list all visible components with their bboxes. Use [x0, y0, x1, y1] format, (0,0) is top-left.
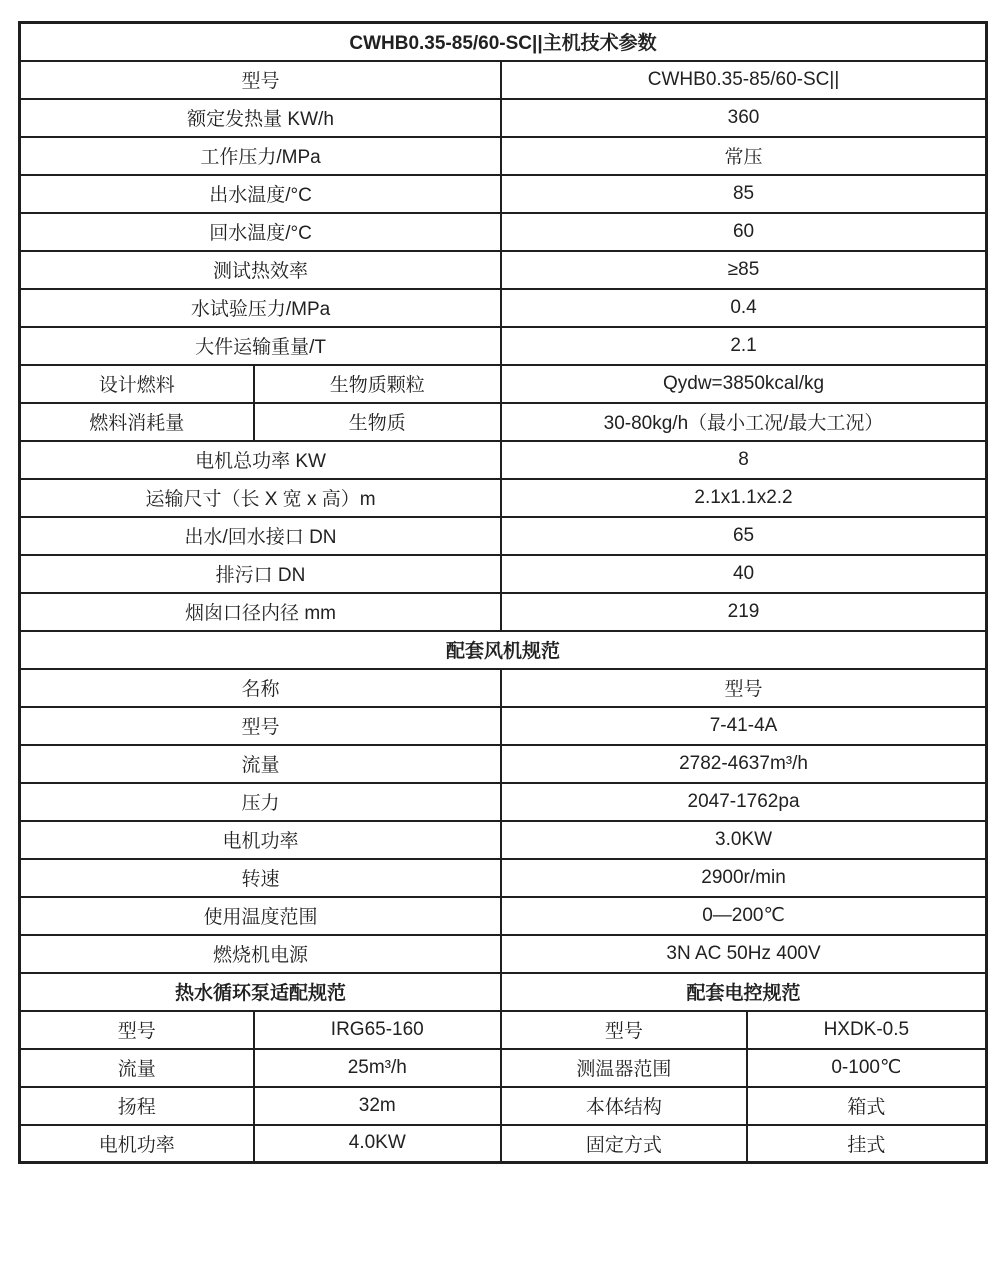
- spec-label: 回水温度/°C: [20, 213, 502, 251]
- table-row: [20, 441, 987, 479]
- spec-value: 0—200℃: [501, 897, 986, 935]
- pump-spec-label: 电机功率: [20, 1125, 254, 1163]
- electric-spec-label: 本体结构: [501, 1087, 747, 1125]
- spec-value: 常压: [501, 137, 986, 175]
- electric-section-header: 配套电控规范: [501, 973, 986, 1011]
- electric-spec-label: 固定方式: [501, 1125, 747, 1163]
- spec-label: 电机总功率 KW: [20, 441, 502, 479]
- spec-value: 2047-1762pa: [501, 783, 986, 821]
- spec-label: 水试验压力/MPa: [20, 289, 502, 327]
- spec-label: 使用温度范围: [20, 897, 502, 935]
- spec-value: 2.1: [501, 327, 986, 365]
- spec-value: 2.1x1.1x2.2: [501, 479, 986, 517]
- spec-value: 3N AC 50Hz 400V: [501, 935, 986, 973]
- table-row: [20, 61, 987, 99]
- table-row: [20, 555, 987, 593]
- table-row: [20, 745, 987, 783]
- spec-value: 型号: [501, 669, 986, 707]
- table-row: [20, 1049, 987, 1087]
- spec-value: 0.4: [501, 289, 986, 327]
- spec-sublabel: 生物质: [254, 403, 502, 441]
- table-row: [20, 897, 987, 935]
- table-row: [20, 251, 987, 289]
- spec-value: 40: [501, 555, 986, 593]
- table-row: [20, 669, 987, 707]
- spec-value: 30-80kg/h（最小工况/最大工况）: [501, 403, 986, 441]
- pump-spec-label: 流量: [20, 1049, 254, 1087]
- table-row: [20, 137, 987, 175]
- spec-label: 流量: [20, 745, 502, 783]
- spec-value: 8: [501, 441, 986, 479]
- title-row: [20, 23, 987, 61]
- spec-value: Qydw=3850kcal/kg: [501, 365, 986, 403]
- spec-label: 额定发热量 KW/h: [20, 99, 502, 137]
- electric-spec-label: 测温器范围: [501, 1049, 747, 1087]
- spec-table: [18, 21, 988, 1164]
- table-row: [20, 99, 987, 137]
- spec-value: 60: [501, 213, 986, 251]
- spec-label: 运输尺寸（长 X 宽 x 高）m: [20, 479, 502, 517]
- pump-section-header: 热水循环泵适配规范: [20, 973, 502, 1011]
- table-row: [20, 517, 987, 555]
- table-row: [20, 365, 987, 403]
- spec-value: 2900r/min: [501, 859, 986, 897]
- table-row: [20, 213, 987, 251]
- table-row: [20, 1087, 987, 1125]
- electric-spec-label: 型号: [501, 1011, 747, 1049]
- spec-value: 219: [501, 593, 986, 631]
- spec-label: 测试热效率: [20, 251, 502, 289]
- spec-label: 型号: [20, 61, 502, 99]
- table-row: [20, 821, 987, 859]
- electric-spec-value: 0-100℃: [747, 1049, 987, 1087]
- spec-value: 85: [501, 175, 986, 213]
- pump-spec-value: 4.0KW: [254, 1125, 502, 1163]
- table-row: [20, 1125, 987, 1163]
- section-header-row: [20, 631, 987, 669]
- spec-label: 名称: [20, 669, 502, 707]
- spec-value: 360: [501, 99, 986, 137]
- spec-label: 出水/回水接口 DN: [20, 517, 502, 555]
- table-row: [20, 403, 987, 441]
- spec-label: 烟囱口径内径 mm: [20, 593, 502, 631]
- spec-label: 排污口 DN: [20, 555, 502, 593]
- spec-value: ≥85: [501, 251, 986, 289]
- spec-label: 型号: [20, 707, 502, 745]
- table-row: [20, 327, 987, 365]
- electric-spec-value: HXDK-0.5: [747, 1011, 987, 1049]
- spec-value: 7-41-4A: [501, 707, 986, 745]
- table-row: [20, 175, 987, 213]
- page-title: CWHB0.35-85/60-SC||主机技术参数: [20, 23, 987, 61]
- table-row: [20, 707, 987, 745]
- table-row: [20, 935, 987, 973]
- spec-label: 电机功率: [20, 821, 502, 859]
- spec-value: 65: [501, 517, 986, 555]
- spec-label: 燃烧机电源: [20, 935, 502, 973]
- section-header-row: [20, 973, 987, 1011]
- spec-sublabel: 生物质颗粒: [254, 365, 502, 403]
- spec-label: 设计燃料: [20, 365, 254, 403]
- pump-spec-value: 32m: [254, 1087, 502, 1125]
- spec-label: 大件运输重量/T: [20, 327, 502, 365]
- pump-spec-label: 型号: [20, 1011, 254, 1049]
- table-row: [20, 859, 987, 897]
- spec-value: 2782-4637m³/h: [501, 745, 986, 783]
- pump-spec-value: 25m³/h: [254, 1049, 502, 1087]
- spec-label: 出水温度/°C: [20, 175, 502, 213]
- pump-spec-value: IRG65-160: [254, 1011, 502, 1049]
- spec-label: 转速: [20, 859, 502, 897]
- table-row: [20, 783, 987, 821]
- table-row: [20, 289, 987, 327]
- electric-spec-value: 箱式: [747, 1087, 987, 1125]
- table-row: [20, 479, 987, 517]
- spec-label: 工作压力/MPa: [20, 137, 502, 175]
- pump-spec-label: 扬程: [20, 1087, 254, 1125]
- electric-spec-value: 挂式: [747, 1125, 987, 1163]
- table-row: [20, 1011, 987, 1049]
- spec-label: 压力: [20, 783, 502, 821]
- spec-value: 3.0KW: [501, 821, 986, 859]
- table-row: [20, 593, 987, 631]
- spec-value: CWHB0.35-85/60-SC||: [501, 61, 986, 99]
- spec-label: 燃料消耗量: [20, 403, 254, 441]
- fan-section-header: 配套风机规范: [20, 631, 987, 669]
